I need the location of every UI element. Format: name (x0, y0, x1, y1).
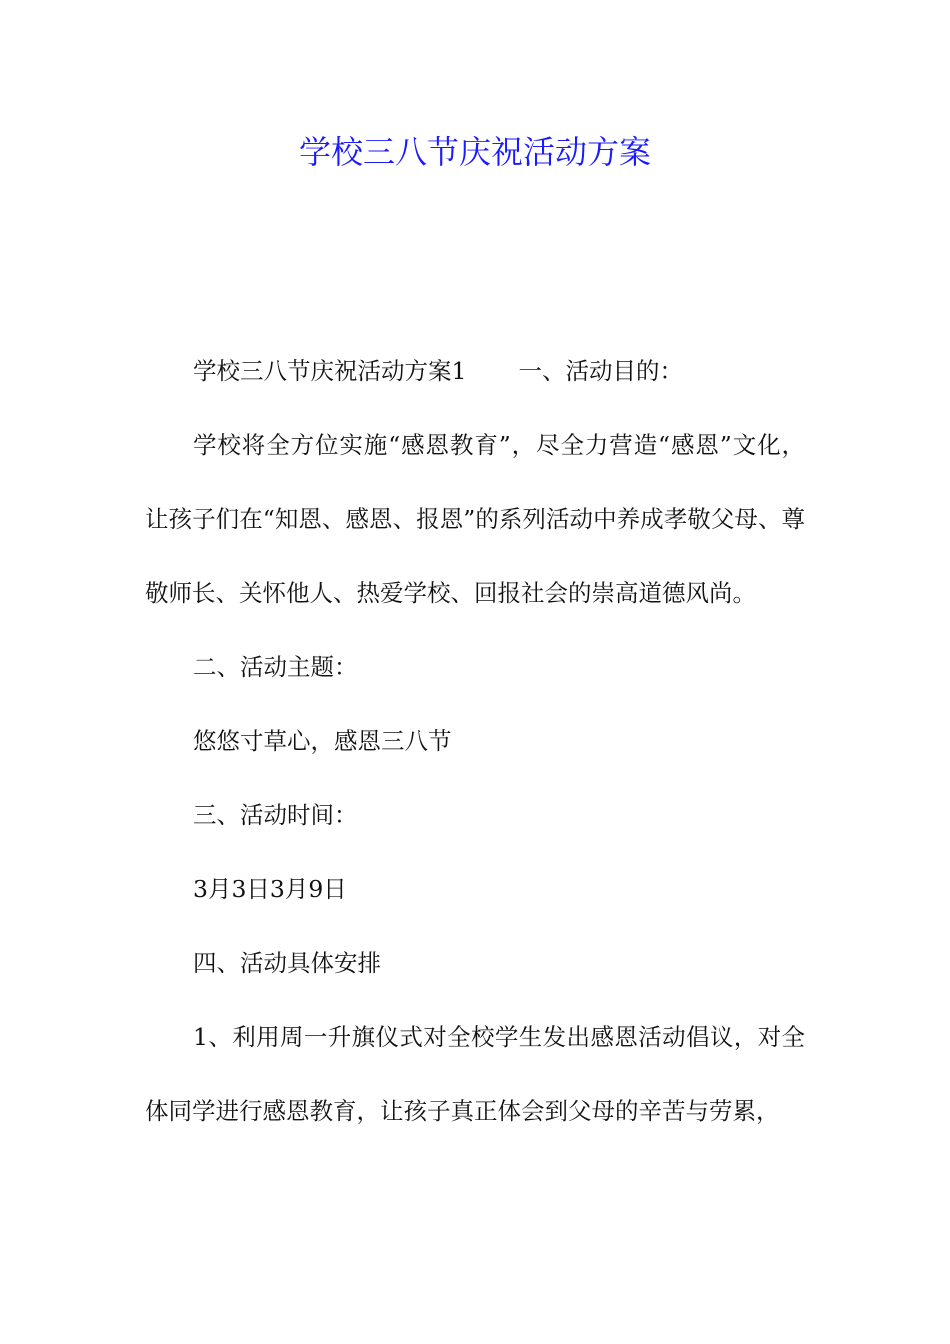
section-heading-1: 一、活动目的： (518, 357, 683, 385)
paragraph-theme: 悠悠寸草心，感恩三八节 (193, 727, 452, 755)
paragraph-2: 学校将全方位实施“感恩教育”，尽全力营造“感恩”文化，让孩子们在“知恩、感恩、报恩”的系列活动中养成孝敬父母、尊敬师长、关怀他人、热爱学校、回报社会的崇高道德风尚。 (145, 431, 805, 607)
document-body (145, 334, 805, 1148)
section-heading-4: 四、活动具体安排 (193, 949, 381, 977)
paragraph-1 (145, 334, 805, 408)
plan-heading: 学校三八节庆祝活动方案1 (193, 357, 467, 385)
page-title: 学校三八节庆祝活动方案 (298, 133, 651, 171)
section-heading-2: 二、活动主题： (193, 653, 358, 681)
paragraph-time: 3月3日3月9日 (193, 875, 347, 903)
paragraph-arrangement-1: 1、利用周一升旗仪式对全校学生发出感恩活动倡议，对全体同学进行感恩教育，让孩子真正体会到父母的辛苦与劳累， (145, 1023, 805, 1125)
section-heading-3: 三、活动时间： (193, 801, 358, 829)
